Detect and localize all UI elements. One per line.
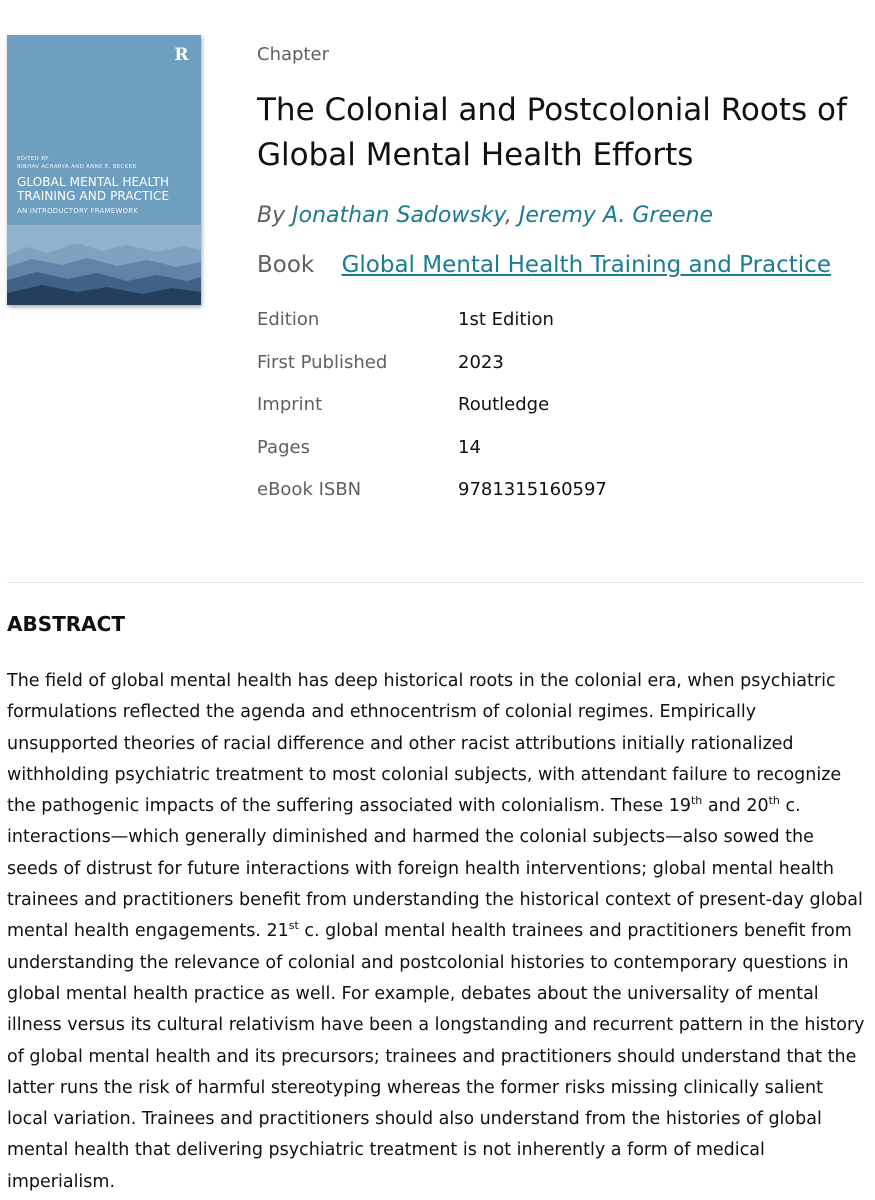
cover-edited-by: EDITED BY bbox=[17, 156, 49, 162]
abstract-segment: c. global mental health trainees and practitioners benefit from understanding the relevance of colonial and postcolonial histories to contemporary questions in global mental health practice as well. For example, debates about the universality of mental illness versus its cultural relativism have been a longstanding and recurrent pattern in the history of global mental health and its precursors; trainees and practitioners should understand that the latter runs the risk of harmful stereotyping whereas the former risks missing clinically salient local variation. Trainees and practitioners should also understand from the histories of global mental health that delivering psychiatric treatment is not inherently a form of medical imperialism. bbox=[7, 921, 865, 1192]
author-link-2[interactable]: Jeremy A. Greene bbox=[518, 203, 714, 228]
metadata-row-imprint bbox=[257, 391, 817, 434]
book-link[interactable]: Global Mental Health Training and Practice bbox=[341, 252, 831, 278]
routledge-logo: R bbox=[174, 45, 189, 65]
abstract-segment: The field of global mental health has deep historical roots in the colonial era, when psychiatric formulations reflected the agenda and ethnocentrism of colonial regimes. Empirically unsupported theories of racial difference and other racist attributions initially rationalized withholding psychiatric treatment to most colonial subjects, with attendant failure to recognize the pathogenic impacts of the suffering associated with colonialism. These 19 bbox=[7, 671, 842, 817]
book-cover[interactable] bbox=[7, 35, 201, 305]
author-link-1[interactable]: Jonathan Sadowsky bbox=[292, 203, 505, 228]
authors-prefix: By bbox=[257, 203, 286, 228]
abstract-segment: c. interactions—which generally diminished and harmed the colonial subjects—also sowed the seeds of distrust for future interactions with foreign health interventions; global mental health trainees and practitioners benefit from understanding the historical context of present-day global mental health engagements. 21 bbox=[7, 796, 863, 942]
metadata-row-edition bbox=[257, 306, 817, 349]
cover-title bbox=[17, 175, 197, 203]
ordinal-suffix: th bbox=[768, 794, 780, 808]
chapter-label: Chapter bbox=[257, 44, 329, 65]
metadata-row-first-published bbox=[257, 349, 817, 392]
metadata-label: Pages bbox=[257, 436, 310, 458]
metadata-label: Imprint bbox=[257, 394, 323, 415]
cover-title-line1: GLOBAL MENTAL HEALTH bbox=[17, 175, 170, 189]
metadata-value: Routledge bbox=[458, 394, 550, 415]
ordinal-suffix: th bbox=[690, 794, 703, 808]
cover-mountain-image bbox=[7, 225, 201, 305]
cover-title-line2: TRAINING AND PRACTICE bbox=[17, 189, 170, 203]
section-divider bbox=[7, 582, 864, 583]
metadata-value: 2023 bbox=[458, 351, 504, 373]
authors-line bbox=[257, 203, 713, 228]
metadata-row-pages bbox=[257, 434, 817, 477]
authors-separator: , bbox=[504, 203, 512, 228]
metadata-value: 9781315160597 bbox=[458, 479, 607, 500]
abstract-heading: ABSTRACT bbox=[7, 612, 125, 636]
cover-subtitle: AN INTRODUCTORY FRAMEWORK bbox=[17, 207, 139, 215]
metadata-row-ebook-isbn bbox=[257, 476, 817, 519]
abstract-segment: and 20 bbox=[702, 796, 769, 817]
metadata-value: 1st Edition bbox=[458, 309, 554, 330]
metadata-label: eBook ISBN bbox=[257, 479, 362, 500]
ordinal-suffix: st bbox=[288, 919, 299, 933]
abstract-text bbox=[7, 666, 869, 1198]
book-label: Book bbox=[257, 252, 315, 278]
cover-editors: BIBHAV ACHARYA AND ANNE E. BECKER bbox=[17, 164, 137, 170]
metadata-table bbox=[257, 306, 817, 519]
metadata-label: First Published bbox=[257, 351, 388, 373]
metadata-label: Edition bbox=[257, 309, 320, 330]
book-row bbox=[257, 252, 831, 278]
chapter-title: The Colonial and Postcolonial Roots of Global Mental Health Efforts bbox=[257, 92, 847, 173]
metadata-value: 14 bbox=[458, 436, 481, 458]
